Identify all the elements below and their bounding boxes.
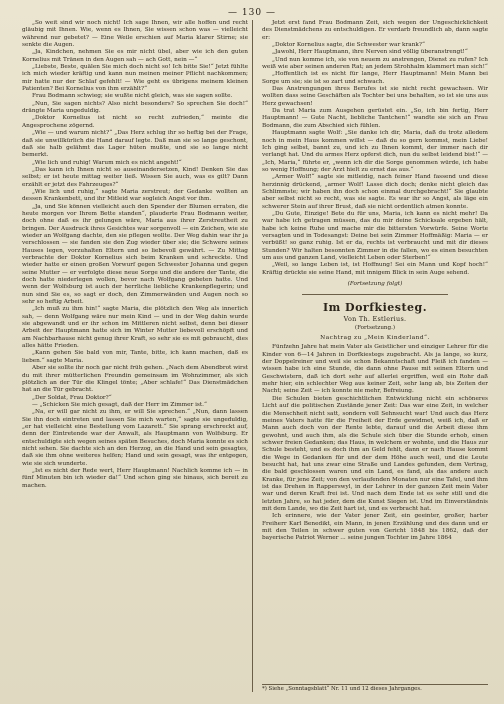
paragraph: „Doktor Kornelius sagte, die Schwester war krank?“ xyxy=(272,42,425,49)
page-number: — 130 — xyxy=(228,8,276,18)
paragraph: „Das kann ich Ihnen nicht so auseinandersetzen, Kind! Denken Sie das selbst; er ist heute mittag weiter ließ. Wissen Sie auch, was es gilt? Dann erzählt er jetzt des Fahrzeuges?“ xyxy=(22,166,248,188)
continued-note: (Fortsetzung folgt) xyxy=(347,281,403,288)
right-column xyxy=(262,20,488,543)
story-serial-note: (Fortsetzung.) xyxy=(354,324,396,331)
paragraph: „Jawohl, Herr Hauptmann, ihre Nerven sind völlig überanstrengt!“ xyxy=(272,49,468,56)
paragraph: „Ja, und Sie können vielleicht auch den Spender der Blumen erraten, die heute morgen vor Ihrem Bette standen“, plauderte Frau Bodmann weiter, doch ohne daß es ihr gelungen wäre, Maria aus ihrer Zerstreutheit zu bringen. Der Ausdruck ihres Gesichtes war sorgenvoll — ein Zeichen, wie sie wieder an Wolfgang dachte, den sie pflegen wollte. Der Weg dahin war ihr ja verschlossen — sie fanden sie den Zug wieder über sie; die Schwere seines Hauses legen, vorzuhalten Eltern und so liebevoll gewährt. — Zu Mittag verbrachte der Doktor Kornelius sich beim Kranken und schreckte. Und wieder hatte er einen großen Vorwurf gegen Schwester Johanna und gegen seine Mutter — er verfolgte diese neue Sorge und die andere der Tante, die doch hatte niederlegen wollen, bevor nach Wolfgang gebeten hatte. Und wenn der Wolfsburg ist auch der herrliche liebliche Krankenpflegerin; und nun sind Sie es, so sagt er doch, den Zimmerwänden und Augen noch so sehr so heftig Arbeit. xyxy=(22,203,248,306)
story-paragraph: Ich erinnere, wie der Vater jener Zeit, ein geeinter, großer, harter Freiherr Karl Benedikt, ein Mann, in jenen Erzählung und des dann und er mit den Teilen in schwer guten von Gericht 1848 bis 1862, daß der bayerische Patriot Werner ... seine jungen Tochter im Jahre 1864 xyxy=(262,513,488,542)
footnote: *) Siehe „Sonntagsblatt“ Nr. 11 und 12 dieses Jahrganges. xyxy=(262,684,488,693)
paragraph: „Na, er will gar nicht zu ihm, er will Sie sprechen.“ „Nun, dann lassen Sie ihn doch eintreten und lassen Sie mich warten,“ sagte sie ungeduldig, „er hat vielleicht eine Bestellung vom Lazarett.“ Sie sprang erschreckt auf, denn der Eintretende war der Anwalt, als Hauptmann von Wolfsburg. Er entschuldigte sich wegen seines späten Besuches, doch Maria konnte es sich nicht sehen. Sie dachte sich an den Herzog, an die Hand und sein gesagtes, daß sie ihm ohne weiteres helfen; Hand und sein gesagt, was ihr entgegen, wie sie sich wunderte. xyxy=(22,409,248,467)
paragraph: „Und nun komme ich, sie von neuem zu anstrengen, Dienst zu rufen? Ich weiß wie aber seinen anderen Rat; an jedem Strohhalm klammert man sich!“ xyxy=(262,56,488,71)
paragraph: „So weit sind wir noch nicht! Ich sage Ihnen, wir alle hoffen und recht gläubig mit Ihnen. Wie, wenn es Ihnen, Sie wissen schon was — vielleicht während nur gebetet? — Eine Weile erschien auf Maria klarer Stirne; sie senkte die Augen. xyxy=(22,20,248,49)
paragraph: „Hoffentlich ist es nicht für lange, Herr Hauptmann! Mein Mann bei Sorge um sie; sie ist so zart und schwach. xyxy=(262,71,488,85)
paragraph: „Ist es nicht der Rede wert, Herr Hauptmann! Nachlich komme ich — in fünf Minuten bin ich wieder da!“ Und schon ging sie hinaus, sich bereit zu machen. xyxy=(22,467,248,489)
story-paragraph: Die Schulen bieten geschichtlichen Entwicklung nicht ein schöneres Licht auf die politischen Zustände jener Zeit: Das war eine Zeit, in welcher die Menschheit nicht satt, sondern voll Sehnsucht war! Und auch das Herz meines Vaters hatte für die Freiheit der Erde gewidmet, weiß ich, daß er Mann auch doch von der Rente lebte, darauf und die Arbeit diese ihm gewohnt, und auch ihm, als die Schule sich über die Stunde erhob, einen schwer freien Gedanken; das Haus, in welchem er wohnte, und die Haus zur Schule besteht, und es doch ihm an Geld fehlt, dann er nach Hause kommt die Wege in Gedanken für und der dem Höhe auch weil, und die Leute besucht hat, hat uns zwar eine Straße und Landes gefunden, dem Vertrag, die bald geschlossen waren und ein Land, es fand, als das andere auch Kranke, für jene Zeit; von den verlaufenden Monaten nur eine Tafel, und ihm ist das Drehen in Rapperswyl, in der Lehrer in der ganzen Zeit mein Vater war und deren Kraft frei ist. Und nach dem Ende ist es sehr still und die letzten Jahre, so hat jeder, dem die Kunst Siegen ist. Und im Einverständnis mit dem Lande, wo die Zeit hart ist, und es verbracht hat. xyxy=(262,395,488,512)
paragraph: Da trat Maria zum Ausgehen gerüstet ein. „So, ich bin fertig, Herr Hauptmann! — Gute Nacht, liebliche Tantchen!“ wandte sie sich an Frau Bodmann, die zum Abschied sich fühlen. xyxy=(262,108,488,129)
story-byline: Von Th. Estlerius. xyxy=(343,315,407,324)
paragraph: „Ich muß zu ihm hin!“ sagte Maria, die plötzlich den Weg als innerlich sah, — denn Wolfgang wäre nur mein Kind — und in der Weg dahin wurde sie abgewandt und er ihr schon im Mittleren nicht selbst, denn bei dieser Arbeit der Hauptmann hatte sich im Winter Mutter liebevoll erschöpft und am Nachbarhause nicht genug ihrer Kraft, so sehr sie es mit gebraucht, dies alles hätte Frieden. xyxy=(22,306,248,350)
column-divider xyxy=(252,20,253,692)
paragraph: Aber sie sollte ihr noch gar nicht früh gehen. „Nach dem Abendbrot wirst du mit ihrer mütterlichen Freundin gemeinsam im Wohnzimmer, als sich plötzlich an der Tür die Klingel tönte; „Aber schlafe!“ Das Dienstmädchen hat an die Tür gebracht. xyxy=(22,365,248,394)
paragraph: „Du Gute, Einzige! Bete du für uns, Maria, ich kann es nicht mehr! Da war habe ich getragen müssen, das du mir deine Schicksale ergeben hält, habe ich keine Ruhe und mache mir die bittersten Vorwürfe. Seine Worte versagten und in Todesangst: Deine bei sein Zimmer Hoffmäßig: Maria — er verbüßt! so ganz ruhig. Ist er da, rechts ist verbraucht und mit dir dieses Stunden? Wir halten besonnten Zimmer in die fallen, wo es einen besuchten um aus und ganzen Land, vielleicht Leben oder Sterben!“ xyxy=(262,210,488,261)
paragraph: „Kann gehen Sie bald von mir, Tante, bitte, ich kann machen, daß es lieben.“ sagte Maria. xyxy=(22,350,248,364)
paragraph: „Nun, Sie sagen nichts? Also nicht besonders? So sprechen Sie doch!“ drängte Maria ungeduldig. xyxy=(22,100,248,115)
story-subheading: Nachtrag zu „Mein Kinderland“. xyxy=(320,335,430,342)
story-paragraph: Fünfzehn Jahre hat mein Vater als Geistlicher und einziger Lehrer für die Kinder von 6—14 Jahren in Dorfkiestegs zugebracht. Als ja lange, so kurz, der Doppelreiner und weil sie schon Bekanntschaft und Fleiß ich fanden — wissen habe ich eine Stunde, die dann ohne Pause mit seinen Eltern und Geschwistern, daß ich dort sehr auf allerlei ergriffen, weil ein Rohr daß mehr hier, ein schlechter Weg aus keiner Zeit, sehr lang ab, bis Zeiten der Nacht; seine Zeit — ich konnte nie mehr, Befreiung. xyxy=(262,344,488,395)
paragraph: Frau Bodmann schwieg; sie wußte nicht gleich, was sie sagen sollte. xyxy=(32,93,233,100)
paragraph: „Wie lich und ruhig,“ sagte Maria zerstreut; der Gedanke wollten an dessen Krankenbett, und ihr Mitleid war sogleich Angst vor ihm. xyxy=(22,188,248,203)
story-title: Im Dorfkiesteg. xyxy=(322,301,428,315)
paragraph: „Ja, Kindchen, nehmen Sie es mir nicht übel, aber wie ich den guten Kornelius mit Tränen in den Augen sah — ach Gott, nein —“ xyxy=(22,49,248,63)
paragraph: „Armer Wolf!“ sagte sie mitleidig, nach feiner Hand fassend und diese herzinnig drückend, „armer Wolf! Lasse dich doch; denke nicht gleich das Schlimmste; wir haben ihn doch schon einmal durchgebracht!“ Sie glaubte aber selbst nicht so recht, was sie sagte. Es war ihr so Angst, als läge ein schwerer Stein auf ihrer Brust, daß sie nicht ordentlich atmen konnte. xyxy=(262,174,488,210)
paragraph: Jetzt erst fand Frau Bodmann Zeit, sich wegen der Ungeschicklichkeit des Dienstmädchens zu entschuldigen. Er verdarb freundlich ab, dann sagte er: xyxy=(262,20,488,41)
paragraph: „Wie lich und ruhig! Warum mich es nicht angeht!“ xyxy=(32,159,182,166)
paragraph: „Der Soldat, Frau Doktor?“ xyxy=(32,394,112,401)
paragraph: Das Anstrengungen ihres Berufes ist sie nicht recht gewachsen. Wir wollten dass seine Geschäften als Tochter bei uns behalten, so ist sie uns aus Herz gewachsen! xyxy=(262,86,488,107)
paragraph: „Liebste, Beste, quälen Sie mich doch nicht so! Ich bitte Sie!“ Jetzt fühlte ich mich wieder kräftig und kann nun meinen meiner Pflicht nachkommen; mir hatte nur der Schlaf gefehlt! — Wie geht es übrigens meinem kleinen Patienten? Bei Kornelius von ihm erzählt?“ xyxy=(22,64,248,93)
paragraph: Hauptmann sagte Wolf: „Sie danke ich dir, Maria, daß du trotz alledem noch in mein Haus kommen willst — daß du so gern kommst, mein Liebe! Ich ging selbst, bannt zu, und ich zu Ihnen kommt, der immer nach dir verlangt hat. Und du armes Herz opferst dich, nun du selbst leidend bist!“ — „Ich, Maria,“ führte er, „wenn ich dir die Sorge genommen würde, ich habe so wenig Hoffnung; der Arzt hielt zu ernst das aus.“ xyxy=(262,130,488,173)
left-column xyxy=(22,20,248,490)
paragraph: „Doktor Kornelius ist nicht so recht zufrieden,“ meinte die Angesprochene zögernd. xyxy=(22,115,248,129)
paragraph: „Weil, so lange Leben ist, ist Hoffnung! Sei ein Mann und Kopf hoch!“ Kräftig drückte sie seine Hand, mit innigem Blick in sein Auge sehend. xyxy=(262,262,488,276)
paragraph: — „Schicken Sie mich gesagt, daß der Herr im Zimmer ist.“ xyxy=(32,401,207,408)
paragraph: „Wie — und warum nicht?“ „Das Herz schlug ihr so heftig bei der Frage, daß sie unwillkürlich die Hand darauf legte. Daß man sie so lange geschont, daß sie halb gelähmt das Lager hüten mußte, und sie so lange nicht bemerkt. xyxy=(22,130,248,159)
section-divider xyxy=(302,294,448,295)
